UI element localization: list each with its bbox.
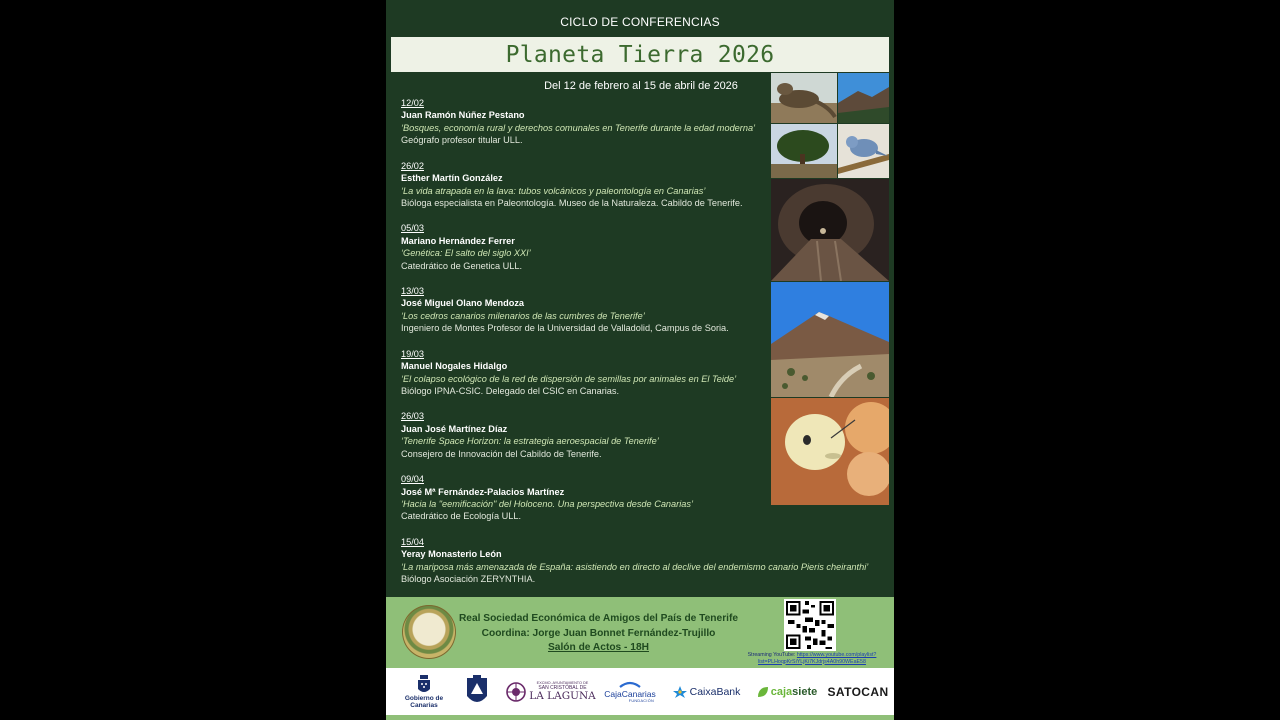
- qr-code-icon[interactable]: [784, 599, 836, 651]
- talk-topic: ‘Tenerife Space Horizon: la estrategia aeroespacial de Tenerife’: [401, 436, 659, 447]
- talk-speaker: Manuel Nogales Hidalgo: [401, 361, 508, 372]
- streaming-link[interactable]: https://www.youtube.com/playlist?: [796, 652, 877, 658]
- talk-date: 05/03: [401, 223, 424, 234]
- blue-bird-photo: [838, 124, 889, 178]
- talk-role: Biólogo Asociación ZERYNTHIA.: [401, 574, 536, 585]
- talk-topic: ‘La vida atrapada en la lava: tubos volcánicos y paleontología en Canarias’: [401, 185, 706, 196]
- talk-topic: ‘El colapso ecológico de la red de dispersión de semillas por animales en El Teide’: [401, 373, 737, 384]
- mountain-sky-photo: [838, 73, 889, 123]
- laguna-text: [529, 681, 595, 703]
- talk-item: [401, 536, 891, 599]
- cajacanarias-logo: [602, 668, 658, 715]
- talk-speaker: Esther Martín González: [401, 173, 503, 184]
- teide-volcano-photo: [771, 282, 889, 397]
- society-seal-logo: [402, 605, 456, 659]
- sponsor-logos: [386, 668, 894, 715]
- satocan-logo: [828, 668, 888, 715]
- ayuntamiento-laguna-logo: [504, 668, 598, 715]
- laguna-name: LA LAGUNA: [529, 690, 596, 703]
- talk-role: Bióloga especialista en Paleontología. Museo de la Naturaleza. Cabildo de Tenerife.: [401, 197, 743, 208]
- gobierno-canarias-text: Gobierno de Canarias: [404, 694, 444, 709]
- butterfly-photo: [771, 398, 889, 505]
- talk-topic: ‘Genética: El salto del siglo XXI’: [401, 248, 531, 259]
- talk-role: Catedrático de Genetica ULL.: [401, 260, 523, 271]
- laguna-emblem-icon: [506, 682, 526, 702]
- date-range: Del 12 de febrero al 15 de abril de 2026: [544, 80, 738, 92]
- talk-date: 12/02: [401, 98, 424, 108]
- poster: [386, 0, 894, 720]
- talk-role: Geógrafo profesor titular ULL.: [401, 135, 523, 146]
- cajacanarias-name: CajaCanarias: [604, 688, 656, 699]
- talk-date: 26/03: [401, 411, 424, 422]
- talk-speaker: Juan José Martínez Díaz: [401, 423, 508, 434]
- venue-time: Salón de Actos - 18H: [548, 642, 649, 653]
- footer-band: [386, 597, 894, 668]
- talk-topic: ‘Bosques, economía rural y derechos comunales en Tenerife durante la edad moderna’: [401, 122, 756, 133]
- cajasiete-name-part-2: siete: [792, 685, 818, 698]
- talk-date: 15/04: [401, 536, 424, 547]
- cajacanarias-sub: FUNDACIÓN: [628, 698, 654, 703]
- photo-collage: [771, 73, 889, 505]
- streaming-info: [738, 652, 886, 665]
- organizer-name: Real Sociedad Económica de Amigos del País de Tenerife: [458, 613, 739, 624]
- talk-role: Catedrático de Ecología ULL.: [401, 511, 522, 522]
- talk-topic: ‘La mariposa más amenazada de España: asistiendo en directo al declive del endemismo canario Pieris cheiranthi’: [401, 561, 869, 572]
- streaming-label: Streaming YouTube:: [747, 652, 796, 658]
- cabildo-crest-icon: [463, 674, 491, 710]
- poster-title: Planeta Tierra 2026: [505, 41, 775, 68]
- caixabank-star-icon: [672, 685, 688, 699]
- cajasiete-name-part-1: caja: [770, 685, 793, 698]
- talk-speaker: Yeray Monasterio León: [401, 549, 502, 560]
- coordinator-name: Coordina: Jorge Juan Bonnet Fernández-Trujillo: [481, 627, 716, 639]
- cajasiete-leaf-icon: [757, 686, 769, 698]
- laguna-subtitle-2: SAN CRISTÓBAL DE: [538, 685, 587, 692]
- talk-date: 26/02: [401, 160, 424, 171]
- talk-role: Biólogo IPNA-CSIC. Delegado del CSIC en Canarias.: [401, 385, 620, 396]
- streaming-link-continued[interactable]: list=PLHoqpKrSiYLjKi7KJdrjs4A0h90WEaE58: [758, 658, 866, 665]
- talk-date: 19/03: [401, 348, 424, 359]
- cajacanarias-wave-icon: [618, 681, 642, 689]
- cajasiete-logo: [750, 668, 824, 715]
- talk-speaker: José Mª Fernández-Palacios Martínez: [401, 486, 565, 497]
- talk-speaker: Juan Ramón Núñez Pestano: [401, 110, 525, 121]
- talk-topic: ‘Hacia la "eemificación" del Holoceno. Una perspectiva desde Canarias’: [401, 498, 693, 509]
- talk-speaker: Mariano Hernández Ferrer: [401, 235, 515, 246]
- talk-date: 09/04: [401, 474, 424, 485]
- footer-info: [456, 612, 741, 656]
- talk-date: 13/03: [401, 286, 424, 297]
- bottom-strip: [386, 715, 894, 720]
- laguna-subtitle: EXCMO. AYUNTAMIENTO DE: [536, 680, 589, 685]
- gobierno-canarias-logo: [398, 668, 450, 715]
- satocan-name: SATOCAN: [827, 684, 889, 699]
- talk-speaker: José Miguel Olano Mendoza: [401, 298, 525, 309]
- lava-tube-photo: [771, 179, 889, 281]
- cabildo-tenerife-logo: [460, 668, 494, 715]
- talk-role: Ingeniero de Montes Profesor de la Universidad de Valladolid, Campus de Soria.: [401, 323, 729, 334]
- caixabank-logo: [668, 668, 744, 715]
- talk-topic: ‘Los cedros canarios milenarios de las cumbres de Tenerife’: [401, 310, 645, 321]
- series-label: CICLO DE CONFERENCIAS: [560, 15, 720, 29]
- talk-role: Consejero de Innovación del Cabildo de Tenerife.: [401, 448, 602, 459]
- gobierno-crest-icon: [417, 675, 431, 695]
- cajasiete-name: [771, 686, 818, 698]
- title-band: [391, 37, 889, 72]
- pine-tree-photo: [771, 124, 837, 178]
- caixabank-name: CaixaBank: [689, 685, 741, 698]
- lizard-photo: [771, 73, 837, 123]
